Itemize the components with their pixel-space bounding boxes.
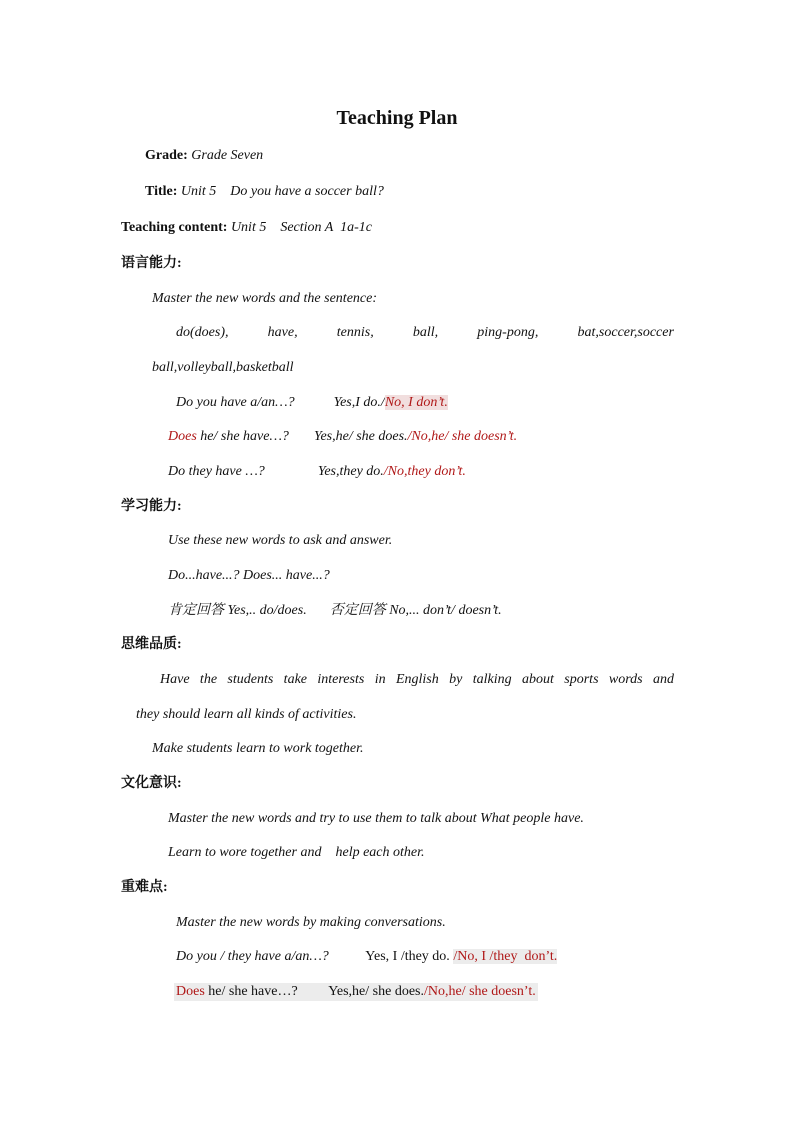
language-intro: Master the new words and the sentence: [152, 291, 377, 306]
content-label: Teaching content: [121, 220, 228, 235]
page-title: Teaching Plan [336, 107, 458, 129]
word-item: ping-pong, [477, 325, 539, 340]
culture-line-1: Master the new words and try to use them to talk about What people have. [168, 811, 584, 826]
word-item: do(does), [176, 325, 229, 340]
heading-culture: 文化意识: [121, 776, 182, 791]
heading-key-points: 重难点: [121, 880, 168, 895]
sentence-question: Do you have a/an…? [176, 395, 295, 410]
sentence-question: Do you / they have a/an…? [176, 949, 329, 964]
sentence-question: Do they have …? [168, 464, 265, 479]
word-list-continued: ball,volleyball,basketball [152, 360, 294, 375]
negative-answer: 否定回答 No,... don’t/ doesn’t. [329, 603, 502, 618]
learning-line-3 [168, 602, 502, 620]
grade-value: Grade Seven [191, 148, 264, 163]
sentence-negative: No, I don’t. [384, 395, 448, 410]
affirmative-answer: 肯定回答 Yes,.. do/does. [168, 603, 307, 618]
sentence-negative: /No,he/ she doesn’t. [407, 429, 518, 444]
thinking-paragraph-1: Have the students take interests in English by talking about sports words and [160, 672, 674, 687]
learning-line-2: Do...have...? Does... have...? [168, 568, 330, 583]
sentence-question: he/ she have…? [204, 984, 298, 999]
word-item: have, [267, 325, 298, 340]
thinking-paragraph-1-continued: they should learn all kinds of activities. [136, 707, 357, 722]
word-item: bat,soccer,soccer [577, 325, 674, 340]
sentence-negative: /No,he/ she doesn’t. [424, 984, 536, 999]
sentence-question: he/ she have…? [196, 429, 289, 444]
title-value: Unit 5 Do you have a soccer ball? [180, 184, 384, 199]
sentence-answer: Yes,he/ she does. [328, 984, 424, 999]
thinking-paragraph-2: Make students learn to work together. [152, 741, 364, 756]
sentence-3 [168, 463, 466, 481]
key-line-2 [176, 948, 557, 966]
word-list [176, 324, 674, 342]
content-value: Unit 5 Section A 1a-1c [230, 220, 372, 235]
learning-line-1: Use these new words to ask and answer. [168, 533, 393, 548]
word-item: ball, [412, 325, 439, 340]
key-line-1: Master the new words by making conversations. [176, 915, 446, 930]
does-word: Does [168, 429, 197, 444]
word-item: tennis, [336, 325, 374, 340]
sentence-2 [168, 428, 517, 446]
content-line [121, 219, 372, 237]
grade-label: Grade: [145, 148, 188, 163]
does-word: Does [176, 984, 205, 999]
sentence-answer: Yes,he/ she does. [313, 429, 408, 444]
heading-thinking: 思维品质: [121, 637, 182, 652]
title-line [145, 183, 384, 201]
heading-language: 语言能力: [121, 256, 182, 271]
culture-line-2: Learn to wore together and help each other. [168, 845, 425, 860]
sentence-answer: Yes, I /they do. [365, 949, 450, 964]
grade-line [145, 147, 263, 165]
sentence-negative: /No, I /they don’t. [453, 949, 558, 964]
sentence-answer: Yes,I do./ [333, 395, 385, 410]
sentence-negative: /No,they don’t. [383, 464, 466, 479]
sentence-answer: Yes,they do. [317, 464, 384, 479]
key-line-3 [174, 983, 538, 1001]
title-label: Title: [145, 184, 178, 199]
heading-learning: 学习能力: [121, 499, 182, 514]
sentence-1 [176, 394, 448, 412]
